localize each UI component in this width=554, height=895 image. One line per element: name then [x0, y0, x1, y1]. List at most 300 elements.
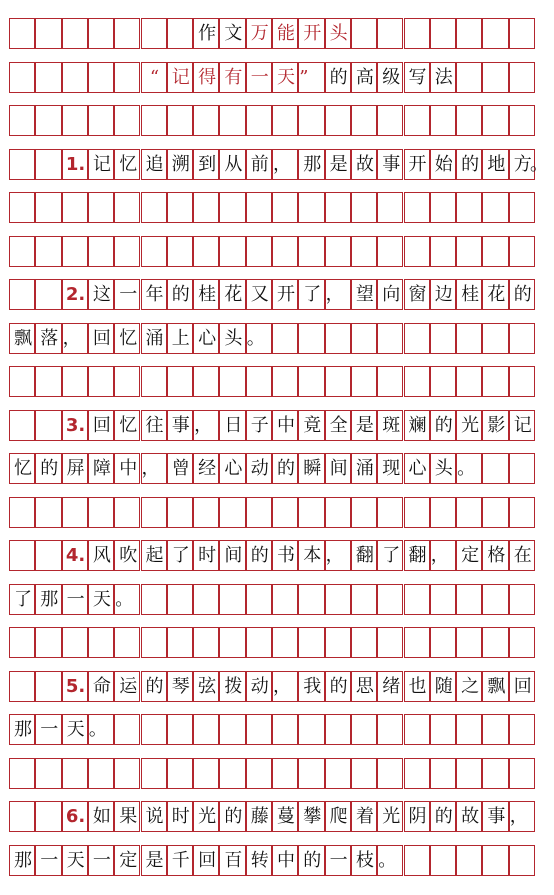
grid-character: 思	[355, 675, 374, 697]
grid-cell	[377, 18, 403, 49]
grid-cell	[351, 758, 377, 789]
grid-character: 的	[513, 284, 532, 305]
grid-cell	[9, 801, 35, 832]
grid-cell	[62, 236, 88, 267]
grid-character: 经	[198, 458, 217, 479]
grid-cell	[482, 192, 508, 223]
grid-character: 飘	[487, 675, 506, 697]
grid-character: 时	[198, 545, 217, 566]
grid-cell	[272, 105, 298, 136]
grid-character: 了	[171, 545, 190, 566]
grid-character: 翻	[355, 545, 374, 566]
grid-character: 回	[92, 327, 111, 349]
grid-cell	[246, 584, 272, 615]
grid-cell	[351, 105, 377, 136]
grid-cell	[509, 366, 535, 397]
grid-character: 上	[171, 327, 190, 349]
grid-cell	[246, 758, 272, 789]
grid-cell	[509, 845, 535, 876]
grid-cell	[456, 323, 482, 354]
grid-cell	[62, 497, 88, 528]
grid-cell	[351, 18, 377, 49]
grid-cell	[430, 236, 456, 267]
grid-character: 事	[382, 153, 401, 175]
grid-character: 写	[408, 66, 427, 88]
grid-cell	[35, 540, 61, 571]
grid-character: ，	[273, 675, 291, 697]
grid-cell	[9, 279, 35, 310]
grid-character: 的	[145, 675, 164, 697]
grid-cell	[9, 105, 35, 136]
grid-cell	[404, 758, 430, 789]
grid-cell	[35, 497, 61, 528]
grid-cell	[456, 62, 482, 93]
grid-character: ，	[194, 414, 213, 436]
grid-character: 忆	[119, 327, 138, 349]
grid-cell	[351, 192, 377, 223]
grid-character: 天	[66, 849, 85, 871]
grid-cell	[272, 497, 298, 528]
grid-cell	[62, 105, 88, 136]
grid-cell	[456, 627, 482, 658]
grid-character: 那	[14, 849, 32, 871]
grid-cell	[351, 366, 377, 397]
grid-cell	[456, 18, 482, 49]
grid-character: 开	[303, 23, 322, 44]
grid-character: 桂	[461, 284, 480, 305]
grid-cell	[482, 105, 508, 136]
grid-cell	[377, 758, 403, 789]
grid-character: 有	[224, 66, 243, 88]
grid-character: 千	[171, 849, 190, 871]
item-number: 2.	[65, 284, 86, 305]
grid-cell	[325, 497, 351, 528]
grid-cell	[246, 627, 272, 658]
grid-cell	[351, 236, 377, 267]
grid-character: 着	[355, 806, 374, 827]
grid-cell	[114, 18, 140, 49]
grid-cell	[430, 714, 456, 745]
grid-cell	[404, 627, 430, 658]
grid-character: 一	[40, 719, 59, 740]
grid-cell	[509, 62, 535, 93]
grid-character: 是	[329, 153, 348, 175]
grid-character: 涌	[145, 327, 164, 349]
grid-character: 书	[277, 545, 295, 566]
grid-row-item-5-line-1	[10, 671, 536, 702]
grid-cell	[193, 714, 219, 745]
grid-character: 果	[119, 806, 138, 827]
grid-cell	[114, 236, 140, 267]
grid-character: 时	[171, 806, 190, 827]
grid-cell	[141, 105, 167, 136]
grid-character: 我	[303, 675, 322, 697]
grid-character: 花	[487, 284, 506, 305]
grid-cell	[193, 627, 219, 658]
grid-cell	[377, 192, 403, 223]
grid-cell	[272, 323, 298, 354]
grid-cell	[351, 323, 377, 354]
grid-cell	[377, 584, 403, 615]
grid-character: 回	[513, 675, 532, 697]
grid-character: 事	[487, 806, 506, 827]
grid-character: 的	[303, 849, 322, 871]
grid-character: 心	[224, 458, 243, 479]
grid-character: 万	[250, 23, 269, 44]
grid-cell	[482, 453, 508, 484]
grid-cell	[298, 105, 324, 136]
grid-row-item-4-line-2	[10, 584, 536, 615]
grid-cell	[141, 366, 167, 397]
grid-cell	[88, 18, 114, 49]
grid-character: 飘	[14, 327, 32, 349]
grid-cell	[482, 366, 508, 397]
item-number: 5.	[65, 675, 86, 697]
grid-cell	[456, 497, 482, 528]
grid-cell	[167, 18, 193, 49]
grid-cell	[325, 758, 351, 789]
grid-cell	[430, 758, 456, 789]
grid-cell	[482, 497, 508, 528]
grid-cell	[141, 497, 167, 528]
grid-character: 枝	[355, 849, 374, 871]
grid-character: 溯	[171, 153, 190, 175]
grid-character: 地	[487, 153, 506, 175]
grid-cell	[35, 62, 61, 93]
grid-cell	[114, 627, 140, 658]
grid-cell	[88, 236, 114, 267]
grid-character: 心	[408, 458, 427, 479]
grid-cell	[351, 584, 377, 615]
grid-character: ，	[273, 153, 291, 175]
grid-cell	[272, 236, 298, 267]
grid-cell	[509, 105, 535, 136]
grid-character: 了	[14, 588, 32, 610]
grid-character: 琴	[171, 675, 190, 697]
grid-cell	[509, 192, 535, 223]
grid-cell	[88, 62, 114, 93]
grid-character: 本	[303, 545, 322, 566]
grid-cell	[351, 497, 377, 528]
grid-cell	[88, 366, 114, 397]
grid-cell	[35, 105, 61, 136]
grid-cell	[272, 192, 298, 223]
grid-cell	[88, 497, 114, 528]
grid-character: 文	[224, 23, 243, 44]
grid-cell	[246, 105, 272, 136]
grid-cell	[509, 714, 535, 745]
grid-character: 定	[119, 849, 138, 871]
grid-cell	[272, 627, 298, 658]
grid-character: 吹	[119, 545, 138, 566]
grid-cell	[219, 105, 245, 136]
grid-cell	[9, 758, 35, 789]
grid-cell	[141, 18, 167, 49]
grid-cell	[193, 192, 219, 223]
grid-character: 命	[92, 675, 111, 697]
grid-cell	[430, 105, 456, 136]
grid-cell	[62, 366, 88, 397]
grid-cell	[404, 714, 430, 745]
grid-cell	[430, 323, 456, 354]
grid-character: 。	[246, 327, 265, 349]
grid-character: 故	[355, 153, 374, 175]
grid-character: 忆	[119, 414, 138, 436]
grid-character: 往	[145, 414, 164, 436]
grid-character: 的	[277, 458, 295, 479]
grid-character: 。	[378, 849, 397, 871]
grid-character: 起	[145, 545, 164, 566]
grid-character: 的	[250, 545, 269, 566]
grid-character: 的	[434, 806, 453, 827]
grid-cell	[35, 758, 61, 789]
grid-character: 又	[250, 284, 269, 305]
grid-cell	[482, 627, 508, 658]
grid-cell	[377, 323, 403, 354]
grid-character: 那	[14, 719, 32, 740]
grid-cell	[404, 236, 430, 267]
grid-cell	[509, 497, 535, 528]
grid-character: 光	[382, 806, 401, 827]
grid-character: 这	[92, 284, 111, 305]
grid-cell	[325, 192, 351, 223]
grid-character: 间	[224, 545, 243, 566]
grid-character: 到	[198, 153, 217, 175]
grid-cell	[9, 540, 35, 571]
grid-character: 的	[40, 458, 59, 479]
grid-cell	[430, 18, 456, 49]
grid-cell	[482, 714, 508, 745]
grid-character: 的	[329, 675, 348, 697]
grid-character: 瞬	[303, 458, 322, 479]
grid-cell	[456, 584, 482, 615]
grid-character: 作	[198, 23, 217, 44]
grid-character: 竟	[303, 414, 322, 436]
grid-row-item-6-line-1	[10, 801, 536, 832]
blank-grid-row	[10, 236, 536, 267]
grid-cell	[456, 192, 482, 223]
grid-character: 子	[250, 414, 269, 436]
grid-character: 天	[277, 66, 295, 88]
grid-cell	[114, 192, 140, 223]
grid-cell	[9, 410, 35, 441]
grid-cell	[404, 584, 430, 615]
grid-cell	[404, 366, 430, 397]
grid-character: 。	[457, 458, 476, 479]
blank-grid-row	[10, 105, 536, 136]
item-number: 1.	[65, 153, 86, 175]
grid-character: 一	[119, 284, 138, 305]
grid-cell	[377, 627, 403, 658]
grid-cell	[246, 236, 272, 267]
grid-cell	[325, 323, 351, 354]
grid-cell	[167, 758, 193, 789]
grid-cell	[272, 758, 298, 789]
grid-character: 一	[92, 849, 111, 871]
grid-character: 是	[145, 849, 164, 871]
grid-cell	[35, 366, 61, 397]
grid-cell	[62, 18, 88, 49]
grid-cell	[351, 627, 377, 658]
grid-cell	[430, 192, 456, 223]
grid-cell	[114, 62, 140, 93]
grid-character: 藤	[250, 806, 269, 827]
grid-cell	[246, 366, 272, 397]
grid-character: 级	[382, 66, 401, 88]
grid-cell	[377, 236, 403, 267]
grid-character: 中	[277, 849, 295, 871]
grid-cell	[114, 714, 140, 745]
grid-cell	[219, 627, 245, 658]
grid-character: 头	[224, 327, 243, 349]
grid-character: 一	[40, 849, 59, 871]
grid-cell	[509, 584, 535, 615]
grid-character: 事	[171, 414, 190, 436]
grid-character: 绪	[382, 675, 401, 697]
item-number: 6.	[65, 806, 86, 827]
grid-cell	[482, 236, 508, 267]
grid-character: 日	[224, 414, 243, 436]
grid-character: 翻	[408, 545, 427, 566]
grid-row-item-1-line-1	[10, 149, 548, 180]
grid-character: 记	[92, 153, 111, 175]
grid-cell	[88, 627, 114, 658]
grid-cell	[167, 497, 193, 528]
grid-character: 动	[250, 675, 269, 697]
grid-cell	[430, 845, 456, 876]
grid-cell	[246, 714, 272, 745]
grid-cell	[219, 497, 245, 528]
grid-cell	[404, 845, 430, 876]
grid-cell	[430, 627, 456, 658]
grid-cell	[219, 192, 245, 223]
grid-cell	[351, 714, 377, 745]
grid-cell	[167, 366, 193, 397]
grid-cell	[325, 105, 351, 136]
grid-character: ，	[141, 458, 160, 479]
grid-cell	[298, 627, 324, 658]
grid-cell	[219, 714, 245, 745]
grid-cell	[9, 18, 35, 49]
grid-cell	[509, 18, 535, 49]
grid-character: 转	[250, 849, 269, 871]
grid-cell	[430, 584, 456, 615]
grid-cell	[219, 758, 245, 789]
grid-character: 曾	[171, 458, 190, 479]
grid-cell	[246, 192, 272, 223]
grid-character: 风	[92, 545, 111, 566]
grid-cell	[377, 366, 403, 397]
grid-cell	[35, 236, 61, 267]
grid-character: 了	[303, 284, 322, 305]
grid-cell	[193, 758, 219, 789]
grid-character: 拨	[224, 675, 243, 697]
grid-cell	[62, 627, 88, 658]
grid-cell	[114, 105, 140, 136]
grid-cell	[456, 366, 482, 397]
grid-character: 一	[250, 66, 269, 88]
grid-character: “	[149, 66, 160, 88]
grid-cell	[325, 366, 351, 397]
grid-character: 如	[92, 806, 111, 827]
grid-character: 的	[461, 153, 480, 175]
grid-character: 在	[513, 545, 532, 566]
grid-cell	[272, 366, 298, 397]
grid-row-item-2-line-1	[10, 279, 536, 310]
grid-cell	[114, 758, 140, 789]
grid-character: 法	[434, 66, 453, 88]
grid-cell	[509, 758, 535, 789]
grid-cell	[88, 758, 114, 789]
grid-character: 运	[119, 675, 138, 697]
grid-cell	[482, 323, 508, 354]
grid-cell	[62, 758, 88, 789]
grid-row-item-5-line-2	[10, 714, 536, 745]
grid-character: ，	[325, 545, 344, 566]
grid-cell	[456, 714, 482, 745]
grid-row-item-3-line-2	[10, 453, 536, 484]
grid-cell	[456, 236, 482, 267]
grid-cell	[509, 627, 535, 658]
grid-cell	[325, 627, 351, 658]
grid-cell	[482, 584, 508, 615]
grid-cell	[219, 584, 245, 615]
grid-character: 间	[329, 458, 348, 479]
grid-cell	[456, 845, 482, 876]
grid-character: 影	[487, 414, 506, 436]
grid-character: 一	[329, 849, 348, 871]
grid-cell	[509, 453, 535, 484]
grid-cell	[298, 584, 324, 615]
grid-cell	[9, 627, 35, 658]
grid-character: 一	[66, 588, 85, 610]
grid-cell	[62, 62, 88, 93]
grid-cell	[9, 192, 35, 223]
grid-cell	[456, 105, 482, 136]
grid-character: 光	[461, 414, 480, 436]
grid-character: 回	[198, 849, 217, 871]
grid-cell	[167, 192, 193, 223]
grid-cell	[141, 584, 167, 615]
grid-row-item-6-line-2	[10, 845, 536, 876]
grid-character: 从	[224, 153, 243, 175]
grid-character: 望	[355, 284, 374, 305]
grid-row-item-3-line-1	[10, 410, 536, 441]
grid-character: 之	[461, 675, 480, 697]
grid-character: 定	[461, 545, 480, 566]
blank-grid-row	[10, 627, 536, 658]
grid-cell	[141, 758, 167, 789]
grid-character: 斑	[382, 414, 401, 436]
grid-character: 爬	[329, 806, 348, 827]
grid-cell	[482, 62, 508, 93]
grid-row-item-2-line-2	[10, 323, 536, 354]
grid-cell	[35, 149, 61, 180]
grid-cell	[298, 497, 324, 528]
grid-cell	[404, 105, 430, 136]
grid-cell	[167, 627, 193, 658]
grid-character: 格	[487, 545, 506, 566]
grid-character: 能	[277, 23, 295, 44]
grid-character: 。	[530, 153, 548, 175]
grid-cell	[114, 497, 140, 528]
grid-cell	[141, 627, 167, 658]
grid-cell	[509, 323, 535, 354]
grid-character: 开	[408, 153, 427, 175]
grid-character: 边	[434, 284, 453, 305]
grid-character: 斓	[408, 414, 427, 436]
grid-cell	[272, 584, 298, 615]
